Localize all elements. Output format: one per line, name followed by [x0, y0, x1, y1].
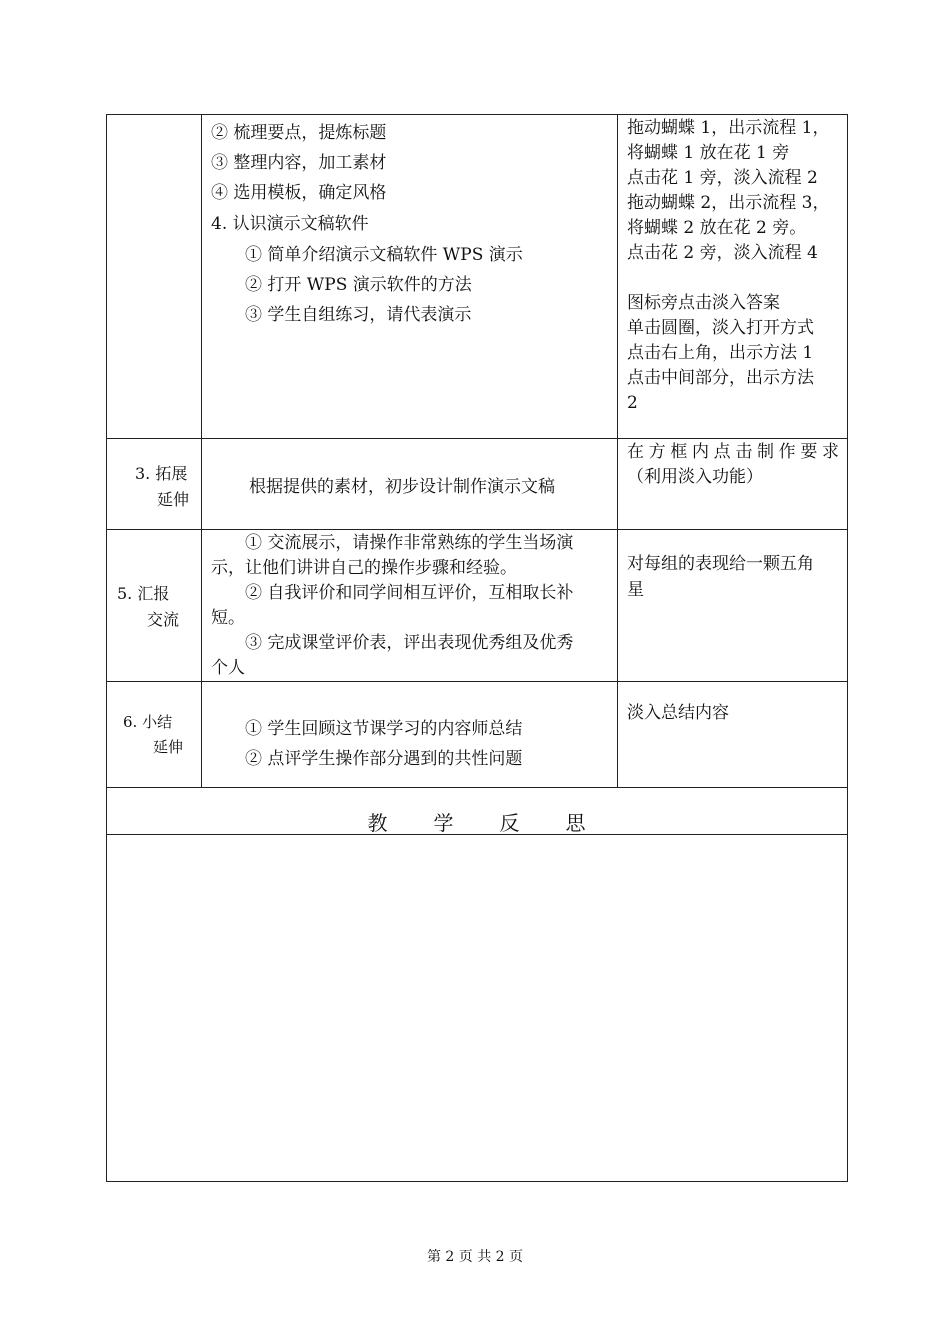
note-line: 点击右上角，出示方法 1	[627, 343, 814, 363]
row-label: 3. 拓展	[135, 464, 188, 483]
content-line: ② 打开 WPS 演示软件的方法	[245, 275, 472, 295]
column-divider	[201, 115, 202, 787]
row-notes: （利用淡入功能）	[627, 467, 763, 487]
row-divider	[107, 438, 847, 439]
content-line: ① 交流展示，请操作非常熟练的学生当场演	[245, 533, 574, 553]
reflection-title-char: 学	[433, 810, 455, 835]
reflection-title-char: 反	[499, 810, 521, 835]
row-divider	[107, 529, 847, 530]
content-line: ② 自我评价和同学间相互评价，互相取长补	[245, 583, 574, 603]
note-line: 拖动蝴蝶 1，出示流程 1，	[627, 118, 830, 138]
page-footer: 第 2 页 共 2 页	[426, 1249, 524, 1265]
row-notes: 对每组的表现给一颗五角	[627, 554, 814, 574]
note-line: 点击花 2 旁，淡入流程 4	[627, 243, 818, 263]
content-line: 4. 认识演示文稿软件	[211, 214, 369, 234]
content-line: 个人	[211, 658, 245, 678]
row-notes: 淡入总结内容	[627, 703, 729, 723]
content-line: ③ 整理内容，加工素材	[211, 153, 387, 173]
content-line: ③ 学生自组练习，请代表演示	[245, 305, 472, 325]
content-line: ③ 完成课堂评价表，评出表现优秀组及优秀	[245, 633, 574, 653]
row-label: 延伸	[153, 738, 184, 756]
row-label: 5. 汇报	[117, 584, 170, 603]
row-label: 交流	[147, 610, 180, 629]
content-line: ② 梳理要点，提炼标题	[211, 123, 387, 143]
note-line: 点击中间部分，出示方法	[627, 368, 814, 388]
content-line: ④ 选用模板，确定风格	[211, 183, 387, 203]
note-line: 拖动蝴蝶 2，出示流程 3，	[627, 193, 830, 213]
row-divider	[107, 787, 847, 788]
row-label: 6. 小结	[123, 713, 173, 731]
row-content: ② 点评学生操作部分遇到的共性问题	[245, 749, 523, 769]
note-line: 将蝴蝶 1 放在花 1 旁	[627, 143, 790, 163]
content-line: 示，让他们讲讲自己的操作步骤和经验。	[211, 558, 517, 578]
column-divider	[617, 115, 618, 787]
note-line: 单击圆圈，淡入打开方式	[627, 318, 814, 338]
row-notes: 在方框内点击制作要求	[627, 442, 839, 462]
content-line: ① 简单介绍演示文稿软件 WPS 演示	[245, 245, 523, 265]
row-label: 延伸	[157, 490, 190, 509]
row-content: ① 学生回顾这节课学习的内容师总结	[245, 719, 523, 739]
note-line: 图标旁点击淡入答案	[627, 293, 780, 313]
row-divider	[107, 681, 847, 682]
note-line: 点击花 1 旁，淡入流程 2	[627, 168, 818, 188]
lesson-plan-table	[106, 114, 848, 1182]
content-line: 短。	[211, 608, 245, 628]
row-content: 根据提供的素材，初步设计制作演示文稿	[249, 477, 555, 497]
reflection-title-char: 思	[565, 810, 587, 835]
reflection-title-char: 教	[367, 810, 389, 835]
row-notes: 星	[627, 580, 644, 600]
reflection-area	[107, 835, 847, 1181]
note-line: 将蝴蝶 2 放在花 2 旁。	[627, 218, 807, 238]
note-line: 2	[627, 393, 638, 413]
